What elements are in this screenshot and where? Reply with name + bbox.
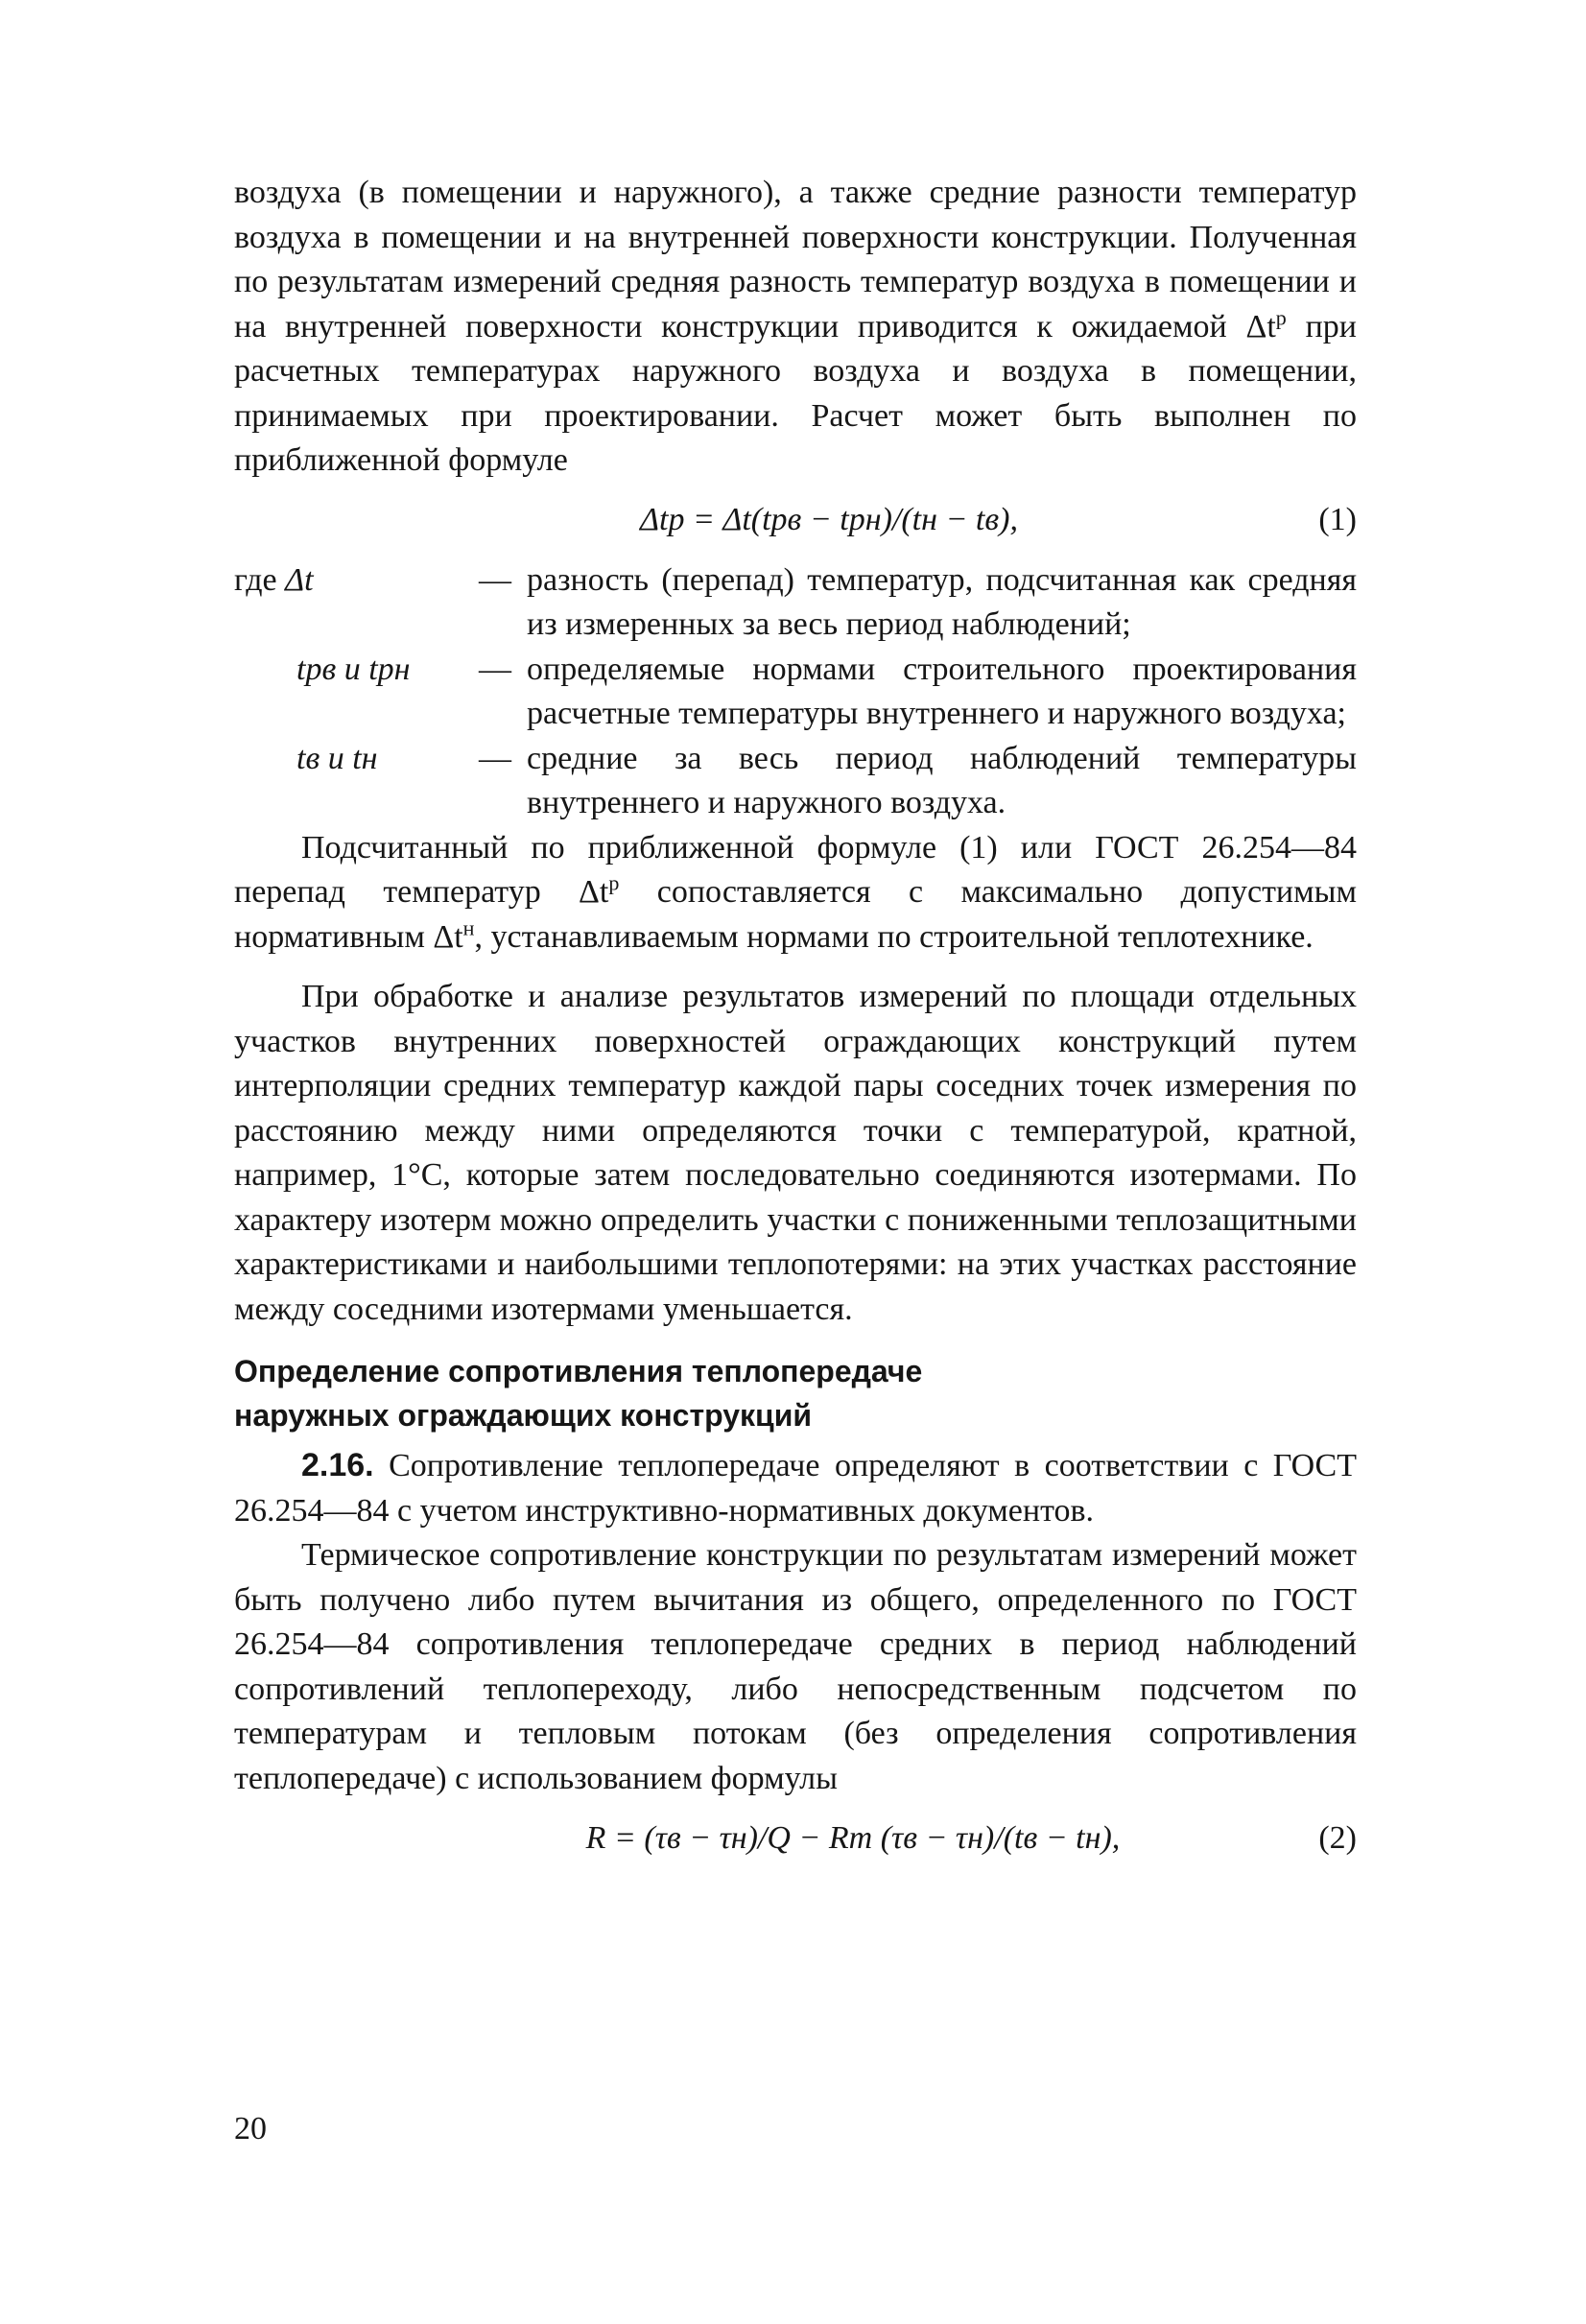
paragraph-intro-tail: при расчетных температурах наружного воздуха и воздуха в помещении, принимаемых при проектировании. Расчет может быть выполнен по приближенной формуле xyxy=(234,308,1357,478)
definition-term-symbol: tв и tн xyxy=(296,740,378,776)
definition-text: определяемые нормами строительного проектирования расчетные температуры внутреннего и наружного воздуха; xyxy=(527,651,1357,731)
formula-1 xyxy=(234,487,1357,555)
formula-2-expression: R = (τв − τн)/Q − Rт (τв − τн)/(tв − tн), xyxy=(585,1819,1121,1856)
formula-1-expression: Δtр = Δt(tрв − tрн)/(tн − tв), xyxy=(640,502,1018,538)
superscript-n: н xyxy=(462,915,475,940)
definition-item xyxy=(234,558,1357,648)
paragraph-2-16-text: Сопротивление теплопередаче определяют в соответствии с ГОСТ 26.254—84 с учетом инструктивно-нормативных документов. xyxy=(234,1448,1357,1529)
page-number: 20 xyxy=(234,2111,267,2146)
formula-2-number: (2) xyxy=(1318,1819,1357,1856)
section-heading xyxy=(234,1349,1357,1437)
definition-term-symbol: Δt xyxy=(285,561,314,598)
superscript-p: р xyxy=(608,870,620,895)
formula-1-number: (1) xyxy=(1318,502,1357,538)
section-number: 2.16. xyxy=(301,1447,374,1483)
section-heading-line-1: Определение сопротивления теплопередаче xyxy=(234,1354,923,1388)
definition-term xyxy=(234,648,479,693)
paragraph-isotherms: При обработке и анализе результатов измерений по площади отдельных участков внутренних поверхностей ограждающих конструкций путем интерполяции средних температур каждой пары соседних точек измерения по расстоянию между ними определяются точки с температурой, кратной, например, 1°С, которые затем последовательно соединяются изотермами. По характеру изотерм можно определить участки с пониженными теплозащитными характеристиками и наибольшими теплопотерями: на этих участках расстояние между соседними изотермами уменьшается. xyxy=(234,979,1357,1327)
superscript-p: р xyxy=(1275,305,1287,330)
paragraph-thermal: Термическое сопротивление конструкции по результатам измерений может быть получено либо путем вычитания из общего, определенного по ГОСТ 26.254—84 сопротивления теплопередаче средних в период наблюдений сопротивлений теплопереходу, либо непосредственным подсчетом по температурам и тепловым потокам (без определения сопротивления теплопередаче) с использованием формулы xyxy=(234,1537,1357,1796)
section-heading-line-2: наружных ограждающих конструкций xyxy=(234,1398,813,1433)
paragraph-compare xyxy=(234,826,1357,960)
definitions-list xyxy=(234,558,1357,826)
definition-dash: — xyxy=(479,561,511,598)
paragraph-compare-b: сопоставляется с максимально допустимым нормативным Δt xyxy=(234,874,1357,955)
definition-lead: где xyxy=(234,561,277,598)
formula-2 xyxy=(234,1805,1357,1872)
definition-item xyxy=(234,648,1357,737)
definition-term xyxy=(234,737,479,782)
definition-dash: — xyxy=(479,740,511,776)
paragraph-compare-c: , устанавливаемым нормами по строительной теплотехнике. xyxy=(474,918,1314,955)
page-body xyxy=(234,171,1357,1876)
paragraph-intro xyxy=(234,171,1357,484)
paragraph-2-16 xyxy=(234,1443,1357,1533)
paragraph-intro-text: воздуха (в помещении и наружного), а также средние разности температур воздуха в помещении и на внутренней поверхности конструкции. Полученная по результатам измерений средняя разность температур воздуха в помещении и на внутренней поверхности конструкции приводится к ожидаемой Δt xyxy=(234,175,1357,344)
definition-text: средние за весь период наблюдений температуры внутреннего и наружного воздуха. xyxy=(527,740,1357,820)
definition-text: разность (перепад) температур, подсчитанная как средняя из измеренных за весь период наблюдений; xyxy=(527,561,1357,642)
paragraph-compare-a: Подсчитанный по приближенной формуле (1) или ГОСТ 26.254—84 перепад температур Δt xyxy=(234,829,1357,910)
definition-dash: — xyxy=(479,651,511,687)
definition-term xyxy=(234,558,479,604)
definition-item xyxy=(234,737,1357,826)
definition-term-symbol: tрв и tрн xyxy=(296,651,411,687)
